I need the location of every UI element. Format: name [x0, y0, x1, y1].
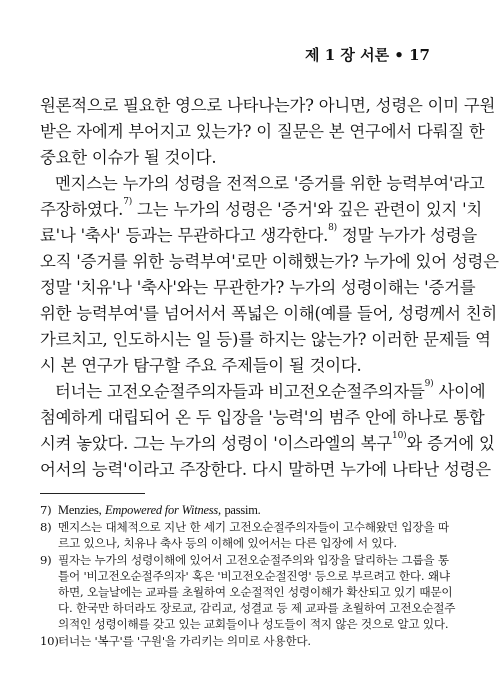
footnote-number: 7)	[40, 503, 52, 517]
body-line-4: 멘지스는 누가의 성령을 전적으로 '증거를 위한 능력부여'라고	[55, 174, 485, 193]
footnote-9-line-4: 다. 한국만 하더라도 장로교, 감리교, 성결교 등 제 교파를 초월하여 고전오순절주	[58, 601, 456, 615]
footnote-9-line-2: 틀어 '비고전오순절주의자' 혹은 '비고전오순절진영' 등으로 부르려고 한다. 왜냐	[58, 569, 450, 583]
body-line-8: 정말 '치유'나 '축사'와는 무관한가? 누가의 성령이해는 '증거를	[40, 278, 476, 297]
footnote-8-line-1	[40, 519, 449, 535]
footnote-text: 필자는 누가의 성령이해에 있어서 고전오순절주의와 입장을 달리하는 그룹을 통	[58, 553, 449, 567]
body-line-3: 중요한 이슈가 될 것이다.	[40, 148, 217, 167]
body-line-6	[40, 222, 478, 249]
footnote-number: 9)	[40, 553, 52, 567]
body-text-run: 주장하였다.	[40, 200, 124, 219]
running-head: 제 1 장 서론 • 17	[305, 46, 430, 64]
footnote-10	[40, 633, 433, 649]
body-text-run: 그는 누가의 성령은 '증거'와 깊은 관련이 있지 '치	[132, 200, 483, 219]
body-line-14	[40, 430, 495, 457]
body-line-5	[40, 196, 483, 223]
footnote-7	[40, 502, 433, 518]
footnote-author: Menzies,	[58, 503, 102, 517]
footnote-ref-7: 7)	[123, 196, 133, 207]
footnote-text: 터너는 '복구'를 '구원'을 가리키는 의미로 사용한다.	[58, 634, 311, 648]
body-text-run: 와 증거에 있	[406, 434, 495, 453]
body-line-9: 위한 능력부여'를 넘어서서 폭넓은 이해(예를 들어, 성령께서 친히	[40, 304, 498, 323]
body-line-12	[40, 378, 486, 405]
footnote-8-line-2: 르고 있으나, 치유나 축사 등의 이해에 있어서는 다른 입장에 서 있다.	[58, 536, 397, 550]
footnote-ref-8: 8)	[328, 222, 337, 233]
footnote-number: 10)	[40, 634, 59, 648]
body-line-15: 어서의 능력'이라고 주장한다. 다시 말하면 누가에 나타난 성령은	[40, 460, 491, 479]
footnote-title: Empowered for Witness,	[104, 503, 221, 517]
body-line-13: 첨예하게 대립되어 온 두 입장을 '능력'의 범주 안에 하나로 통합	[40, 408, 485, 427]
body-line-2: 받은 자에게 부어지고 있는가? 이 질문은 본 연구에서 다뤄질 한	[40, 122, 485, 141]
footnote-ref-10: 10)	[392, 430, 407, 441]
body-line-7: 오직 '증거를 위한 능력부여'로만 이해했는가? 누가에 있어 성령은	[40, 252, 499, 271]
footnote-9-line-1	[40, 552, 449, 568]
footnote-ref-9: 9)	[424, 378, 434, 389]
body-text-run: 시켜 놓았다. 그는 누가의 성령이 '이스라엘의 복구	[40, 434, 393, 453]
footnote-9-line-3: 하면, 오늘날에는 교파를 초월하여 오순절적인 성령이해가 확산되고 있기 때문이	[58, 585, 453, 599]
body-line-11: 시 본 연구가 탐구할 주요 주제들이 될 것이다.	[40, 356, 362, 375]
body-text-run: 사이에	[433, 382, 486, 401]
body-text-run: 터너는 고전오순절주의자들과 비고전오순절주의자들	[55, 382, 425, 401]
body-text-run: 료'나 '축사' 등과는 무관하다고 생각한다.	[40, 226, 329, 245]
body-line-10: 가르치고, 인도하시는 일 등)를 하지는 않는가? 이러한 문제들 역	[40, 330, 491, 349]
footnote-text: 멘지스는 대체적으로 지난 한 세기 고전오순절주의자들이 고수해왔던 입장을 따	[58, 520, 449, 534]
footnote-divider	[40, 493, 145, 494]
footnote-rest: passim.	[224, 503, 261, 517]
body-line-1: 원론적으로 필요한 영으로 나타나는가? 아니면, 성령은 이미 구원	[40, 96, 496, 115]
footnote-9-line-5: 의적인 성령이해를 갖고 있는 교회들이나 성도들이 적지 않은 것으로 알고 있다.	[58, 617, 449, 631]
footnote-number: 8)	[40, 520, 52, 534]
body-text-run: 정말 누가가 성령을	[336, 226, 478, 245]
